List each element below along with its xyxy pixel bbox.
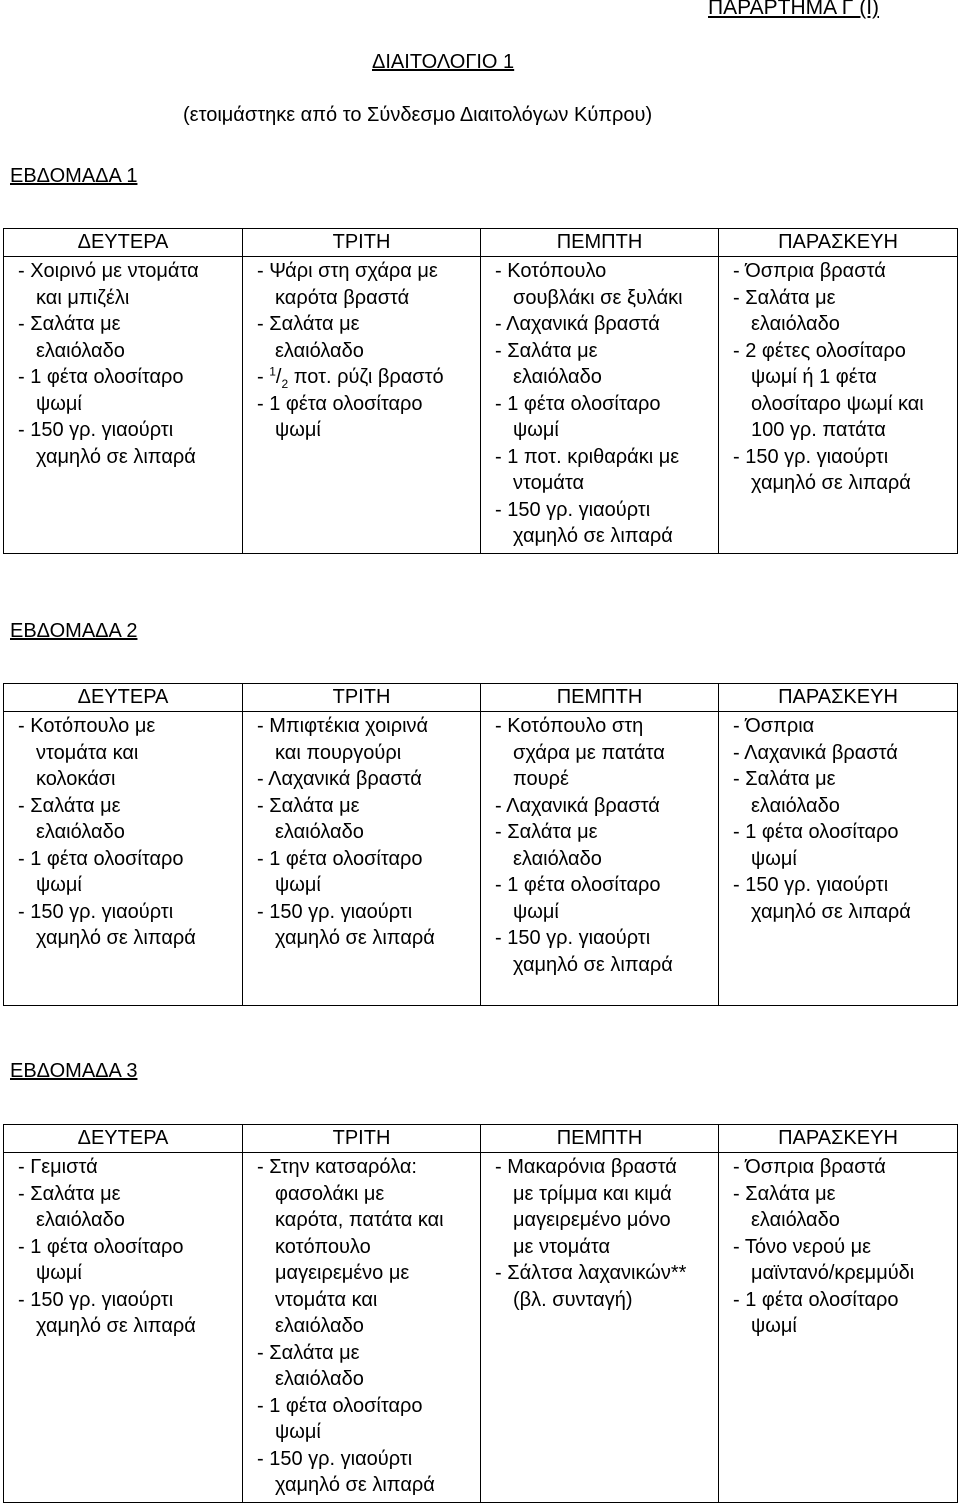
- thursday-menu: [481, 1153, 719, 1503]
- friday-menu: [719, 712, 958, 1006]
- day-tuesday: ΤΡΙΤΗ: [243, 684, 481, 712]
- menu-item: - Χοιρινό με ντομάτα και μπιζέλι: [18, 260, 199, 309]
- week-1-table: [3, 228, 958, 554]
- menu-item: - 150 γρ. γιαούρτι χαμηλό σε λιπαρά: [495, 927, 673, 976]
- week-2-label: ΕΒΔΟΜΑΔΑ 2: [10, 620, 138, 642]
- day-friday: ΠΑΡΑΣΚΕΥΗ: [719, 1125, 958, 1153]
- menu-item: - 1 φέτα ολοσίταρο ψωμί: [257, 392, 423, 441]
- menu-item: - 150 γρ. γιαούρτι χαμηλό σε λιπαρά: [733, 445, 911, 494]
- monday-menu: [4, 1153, 243, 1503]
- table-header-row: [4, 229, 958, 257]
- menu-item: - Σαλάτα με ελαιόλαδο: [733, 286, 840, 335]
- week-3-label: ΕΒΔΟΜΑΔΑ 3: [10, 1060, 138, 1082]
- menu-item: - Στην κατσαρόλα: φασολάκι με καρότα, πατάτα και κοτόπουλο μαγειρεμένο με ντομάτα και ελαιόλαδο: [257, 1156, 444, 1337]
- menu-item: - Όσπρια βραστά: [733, 260, 886, 282]
- menu-item: - 1 ποτ. κριθαράκι με ντομάτα: [495, 445, 680, 494]
- menu-item: - 1 φέτα ολοσίταρο ψωμί: [733, 821, 899, 870]
- page-subtitle: (ετοιμάστηκε από το Σύνδεσμο Διαιτολόγων Κύπρου): [183, 104, 653, 126]
- page-title: ΔΙΑΙΤΟΛΟΓΙΟ 1: [372, 51, 515, 73]
- menu-item: - 1 φέτα ολοσίταρο ψωμί: [733, 1288, 899, 1337]
- menu-item: - 150 γρ. γιαούρτι χαμηλό σε λιπαρά: [18, 1288, 196, 1337]
- menu-item: - 1 φέτα ολοσίταρο ψωμί: [495, 874, 661, 923]
- menu-item: - Όσπρια: [733, 715, 815, 737]
- day-friday: ΠΑΡΑΣΚΕΥΗ: [719, 684, 958, 712]
- table-header-row: [4, 1125, 958, 1153]
- week-1-label: ΕΒΔΟΜΑΔΑ 1: [10, 165, 138, 187]
- friday-menu: [719, 1153, 958, 1503]
- menu-item: - Σαλάτα με ελαιόλαδο: [733, 1182, 840, 1231]
- day-thursday: ΠΕΜΠΤΗ: [481, 1125, 719, 1153]
- tuesday-menu: [243, 1153, 481, 1503]
- day-monday: ΔΕΥΤΕΡΑ: [4, 1125, 243, 1153]
- menu-item: - Σαλάτα με ελαιόλαδο: [495, 339, 602, 388]
- menu-item: - Λαχανικά βραστά: [495, 794, 660, 817]
- day-thursday: ΠΕΜΠΤΗ: [481, 229, 719, 257]
- day-friday: ΠΑΡΑΣΚΕΥΗ: [719, 229, 958, 257]
- menu-item: - Όσπρια βραστά: [733, 1156, 886, 1178]
- menu-item: - Σαλάτα με ελαιόλαδο: [257, 1341, 364, 1390]
- menu-item: - 1 φέτα ολοσίταρο ψωμί: [257, 1394, 423, 1443]
- menu-item: - Σαλάτα με ελαιόλαδο: [18, 313, 125, 362]
- tuesday-menu: [243, 712, 481, 1006]
- menu-item: - Γεμιστά: [18, 1156, 98, 1178]
- menu-item: - 1 φέτα ολοσίταρο ψωμί: [495, 392, 661, 441]
- day-monday: ΔΕΥΤΕΡΑ: [4, 229, 243, 257]
- menu-item: - Σαλάτα με ελαιόλαδο: [18, 794, 125, 843]
- menu-item: - Σαλάτα με ελαιόλαδο: [257, 794, 364, 843]
- menu-item: - Κοτόπουλο στη σχάρα με πατάτα πουρέ: [495, 715, 665, 790]
- week-3-table: [3, 1124, 958, 1503]
- menu-item: - $^1/_2$ ποτ. ρύζι βραστό: [257, 364, 444, 391]
- menu-item: - Μακαρόνια βραστά με τρίμμα και κιμά μαγειρεμένο μόνο με ντομάτα: [495, 1156, 677, 1258]
- menu-item: - Σαλάτα με ελαιόλαδο: [257, 313, 364, 362]
- menu-item: - 1 φέτα ολοσίταρο ψωμί: [18, 366, 184, 415]
- table-row: [4, 712, 958, 1006]
- menu-item: - 150 γρ. γιαούρτι χαμηλό σε λιπαρά: [257, 1447, 435, 1496]
- menu-item: - Μπιφτέκια χοιρινά και πουργούρι: [257, 715, 429, 764]
- menu-item: - Τόνο νερού με μαϊντανό/κρεμμύδι: [733, 1235, 915, 1284]
- day-tuesday: ΤΡΙΤΗ: [243, 229, 481, 257]
- menu-item: - Κοτόπουλο σουβλάκι σε ξυλάκι: [495, 260, 683, 309]
- day-thursday: ΠΕΜΠΤΗ: [481, 684, 719, 712]
- monday-menu: [4, 712, 243, 1006]
- menu-item: - Σαλάτα με ελαιόλαδο: [18, 1182, 125, 1231]
- menu-item: - Λαχανικά βραστά: [257, 768, 422, 790]
- menu-item: - Λαχανικά βραστά: [495, 313, 660, 335]
- menu-item: - 150 γρ. γιαούρτι χαμηλό σε λιπαρά: [495, 498, 673, 547]
- menu-item: - Ψάρι στη σχάρα με καρότα βραστά: [257, 260, 438, 309]
- appendix-label: ΠΑΡΑΡΤΗΜΑ Γ (Ι): [708, 0, 880, 19]
- menu-item: - Σαλάτα με ελαιόλαδο: [733, 768, 840, 817]
- menu-item: - 150 γρ. γιαούρτι χαμηλό σε λιπαρά: [18, 419, 196, 468]
- table-header-row: [4, 684, 958, 712]
- menu-item: - Σάλτσα λαχανικών** (βλ. συνταγή): [495, 1262, 687, 1311]
- menu-item: - 150 γρ. γιαούρτι χαμηλό σε λιπαρά: [733, 874, 911, 923]
- menu-item: - Σαλάτα με ελαιόλαδο: [495, 821, 602, 870]
- menu-item: - 150 γρ. γιαούρτι χαμηλό σε λιπαρά: [257, 900, 435, 949]
- menu-item: - Λαχανικά βραστά: [733, 741, 898, 764]
- monday-menu: [4, 257, 243, 554]
- menu-item: - 1 φέτα ολοσίταρο ψωμί: [18, 847, 184, 896]
- menu-item: - 2 φέτες ολοσίταρο ψωμί ή 1 φέτα ολοσίταρο ψωμί και 100 γρ. πατάτα: [733, 339, 924, 441]
- table-row: [4, 257, 958, 554]
- day-monday: ΔΕΥΤΕΡΑ: [4, 684, 243, 712]
- menu-item: - 150 γρ. γιαούρτι χαμηλό σε λιπαρά: [18, 900, 196, 949]
- menu-item: - Κοτόπουλο με ντομάτα και κολοκάσι: [18, 715, 156, 790]
- table-row: [4, 1153, 958, 1503]
- week-2-table: [3, 683, 958, 1006]
- tuesday-menu: [243, 257, 481, 554]
- menu-item: - 1 φέτα ολοσίταρο ψωμί: [257, 847, 423, 896]
- day-tuesday: ΤΡΙΤΗ: [243, 1125, 481, 1153]
- friday-menu: [719, 257, 958, 554]
- thursday-menu: [481, 257, 719, 554]
- thursday-menu: [481, 712, 719, 1006]
- menu-item: - 1 φέτα ολοσίταρο ψωμί: [18, 1235, 184, 1284]
